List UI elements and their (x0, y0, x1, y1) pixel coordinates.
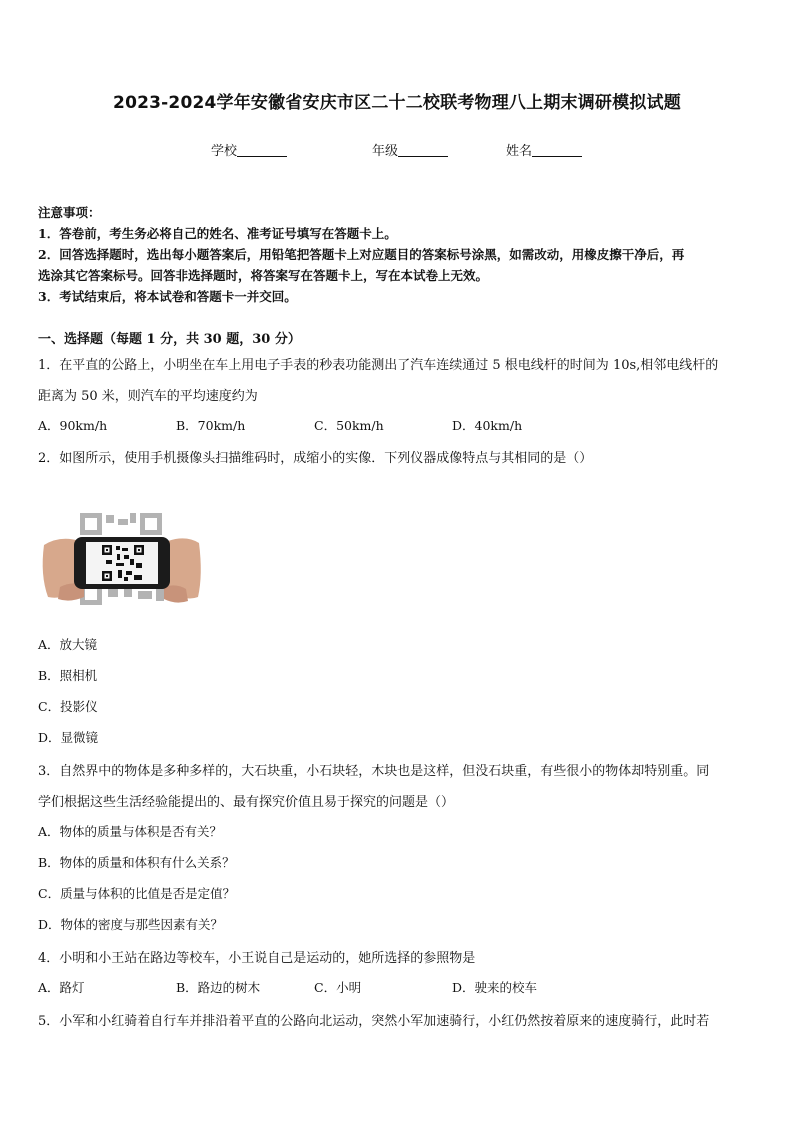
exam-title: 2023-2024学年安徽省安庆市区二十二校联考物理八上期末调研模拟试题 (113, 93, 681, 113)
note-item: 1．答卷前，考生务必将自己的姓名、准考证号填写在答题卡上。 (38, 226, 397, 241)
note-item: 选涂其它答案标号。回答非选择题时，将答案写在答题卡上，写在本试卷上无效。 (38, 268, 489, 283)
name-blank[interactable] (532, 143, 582, 157)
q1-text-line2: 距离为 50 米，则汽车的平均速度约为 (38, 389, 258, 404)
q1-option-c[interactable]: C．50km/h (314, 418, 384, 433)
q5-text-line1: 5．小军和小红骑着自行车并排沿着平直的公路向北运动，突然小军加速骑行，小红仍然按着原来的速度骑行，此时若 (38, 1014, 710, 1029)
q3-text-line2: 学们根据这些生活经验能提出的、最有探究价值且易于探究的问题是（） (38, 795, 455, 810)
section-heading: 一、选择题（每题 1 分，共 30 题，30 分） (38, 332, 301, 347)
school-label: 学校 (211, 144, 238, 159)
q4-text-line1: 4．小明和小王站在路边等校车，小王说自己是运动的，她所选择的参照物是 (38, 951, 476, 966)
q4-option-a[interactable]: A．路灯 (38, 980, 85, 995)
q1-option-b[interactable]: B．70km/h (176, 418, 246, 433)
q4-option-b[interactable]: B．路边的树木 (176, 980, 261, 995)
grade-field[interactable] (372, 140, 448, 159)
q2-option-d[interactable]: D．显微镜 (38, 730, 99, 745)
q1-option-d[interactable]: D．40km/h (452, 418, 523, 433)
phone-scanning-qr-image (40, 505, 203, 615)
q3-option-a[interactable]: A．物体的质量与体积是否有关？ (38, 824, 223, 839)
qr-scan-illustration (40, 505, 203, 615)
school-field[interactable] (211, 140, 287, 159)
grade-label: 年级 (372, 144, 399, 159)
q2-option-c[interactable]: C．投影仪 (38, 699, 98, 714)
q3-option-c[interactable]: C．质量与体积的比值是否是定值？ (38, 886, 236, 901)
q3-text-line1: 3．自然界中的物体是多种多样的，大石块重，小石块轻，木块也是这样，但没石块重，有些很小的物体却特别重。同 (38, 764, 710, 779)
q2-option-b[interactable]: B．照相机 (38, 668, 98, 683)
q3-option-d[interactable]: D．物体的密度与那些因素有关？ (38, 917, 224, 932)
q4-option-d[interactable]: D．驶来的校车 (452, 980, 538, 995)
q2-text-line1: 2．如图所示，使用手机摄像头扫描维码时，成缩小的实像．下列仪器成像特点与其相同的是（） (38, 451, 593, 466)
q1-text-line1: 1．在平直的公路上，小明坐在车上用电子手表的秒表功能测出了汽车连续通过 5 根电线杆的时间为 10s,相邻电线杆的 (38, 358, 719, 373)
school-blank[interactable] (237, 143, 287, 157)
name-label: 姓名 (506, 144, 533, 159)
grade-blank[interactable] (398, 143, 448, 157)
q1-option-a[interactable]: A．90km/h (38, 418, 108, 433)
notes-heading: 注意事项： (38, 205, 101, 220)
q3-option-b[interactable]: B．物体的质量和体积有什么关系？ (38, 855, 235, 870)
note-item: 2．回答选择题时，选出每小题答案后，用铅笔把答题卡上对应题目的答案标号涂黑，如需改动，用橡皮擦干净后，再 (38, 247, 685, 262)
q4-option-c[interactable]: C．小明 (314, 980, 362, 995)
note-item: 3．考试结束后，将本试卷和答题卡一并交回。 (38, 289, 297, 304)
q2-option-a[interactable]: A．放大镜 (38, 637, 98, 652)
student-info-row (0, 140, 794, 160)
name-field[interactable] (506, 140, 582, 159)
notes-block (38, 202, 758, 307)
